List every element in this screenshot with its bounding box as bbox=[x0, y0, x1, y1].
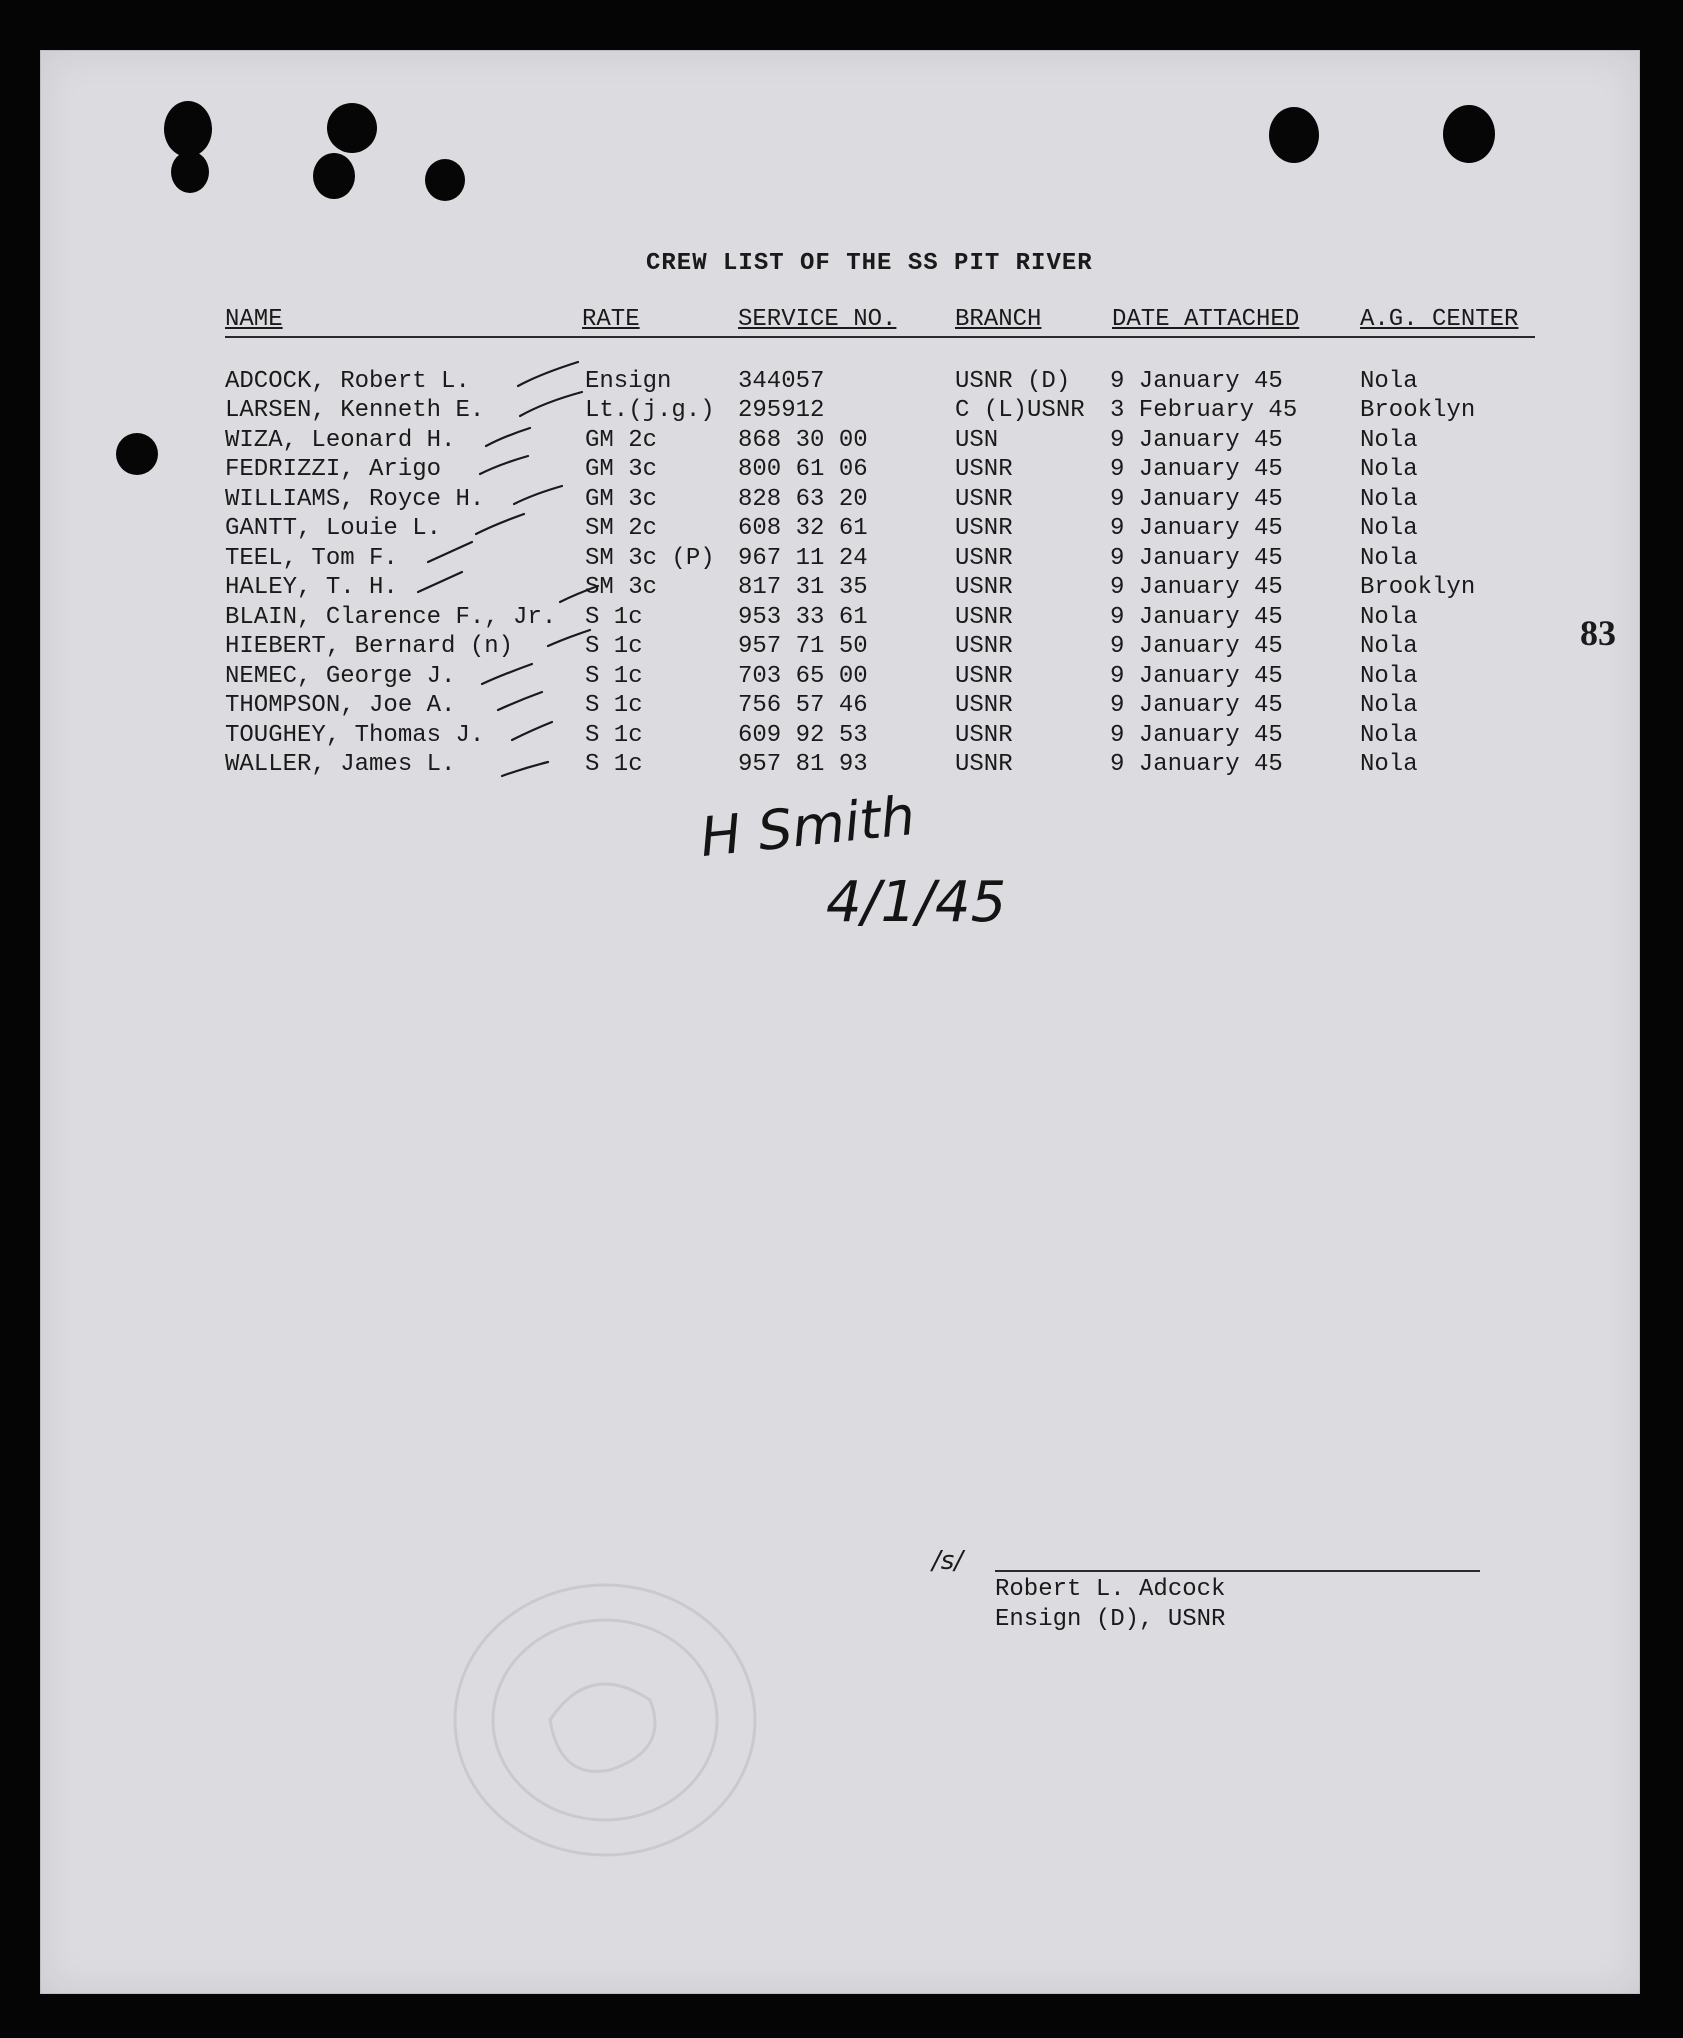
cell-branch: USNR bbox=[955, 751, 1013, 778]
handwritten-date: 4/1/45 bbox=[826, 870, 1007, 935]
cell-name: TEEL, Tom F. bbox=[225, 545, 398, 572]
cell-date-attached: 9 January 45 bbox=[1110, 486, 1283, 513]
cell-name: ADCOCK, Robert L. bbox=[225, 368, 470, 395]
document-title: CREW LIST OF THE SS PIT RIVER bbox=[646, 250, 1093, 277]
cell-name: FEDRIZZI, Arigo bbox=[225, 456, 442, 483]
cell-date-attached: 9 January 45 bbox=[1110, 663, 1283, 690]
column-header-service-no: SERVICE NO. bbox=[738, 306, 897, 333]
cell-date-attached: 9 January 45 bbox=[1110, 427, 1283, 454]
checkmark bbox=[512, 722, 552, 740]
checkmark bbox=[560, 586, 598, 602]
cell-rate: GM 3c bbox=[585, 456, 658, 483]
cell-name: THOMPSON, Joe A. bbox=[225, 692, 456, 719]
cell-service-no: 703 65 00 bbox=[738, 663, 868, 690]
cell-branch: USNR bbox=[955, 545, 1013, 572]
checkmark bbox=[520, 392, 582, 416]
cell-name: GANTT, Louie L. bbox=[225, 515, 442, 542]
column-header-ag-center: A.G. CENTER bbox=[1360, 306, 1519, 333]
checkmark bbox=[480, 456, 528, 474]
cell-name: WILLIAMS, Royce H. bbox=[225, 486, 485, 513]
cell-date-attached: 9 January 45 bbox=[1110, 633, 1283, 660]
signer-rank: Ensign (D), USNR bbox=[995, 1606, 1226, 1633]
cell-branch: USNR bbox=[955, 722, 1013, 749]
cell-rate: SM 3c bbox=[585, 574, 658, 601]
cell-date-attached: 9 January 45 bbox=[1110, 368, 1283, 395]
signer-name: Robert L. Adcock bbox=[995, 1576, 1226, 1603]
embossed-seal bbox=[440, 1570, 770, 1870]
cell-rate: S 1c bbox=[585, 751, 643, 778]
cell-branch: USNR bbox=[955, 456, 1013, 483]
cell-branch: USNR bbox=[955, 633, 1013, 660]
cell-rate: S 1c bbox=[585, 692, 643, 719]
cell-rate: GM 3c bbox=[585, 486, 658, 513]
checkmark bbox=[518, 362, 578, 386]
cell-service-no: 756 57 46 bbox=[738, 692, 868, 719]
cell-branch: USNR bbox=[955, 692, 1013, 719]
checkmark bbox=[514, 486, 562, 504]
column-header-branch: BRANCH bbox=[955, 306, 1042, 333]
cell-ag-center: Nola bbox=[1360, 545, 1418, 572]
cell-ag-center: Brooklyn bbox=[1360, 397, 1476, 424]
cell-service-no: 817 31 35 bbox=[738, 574, 868, 601]
cell-ag-center: Nola bbox=[1360, 604, 1418, 631]
cell-rate: S 1c bbox=[585, 633, 643, 660]
cell-rate: GM 2c bbox=[585, 427, 658, 454]
cell-name: HALEY, T. H. bbox=[225, 574, 398, 601]
cell-service-no: 828 63 20 bbox=[738, 486, 868, 513]
checkmark bbox=[418, 572, 462, 592]
cell-branch: USNR bbox=[955, 486, 1013, 513]
cell-date-attached: 9 January 45 bbox=[1110, 545, 1283, 572]
cell-name: NEMEC, George J. bbox=[225, 663, 456, 690]
cell-rate: S 1c bbox=[585, 663, 643, 690]
cell-name: BLAIN, Clarence F., Jr. bbox=[225, 604, 557, 631]
cell-ag-center: Nola bbox=[1360, 633, 1418, 660]
cell-service-no: 609 92 53 bbox=[738, 722, 868, 749]
checkmark bbox=[548, 630, 590, 646]
cell-ag-center: Nola bbox=[1360, 427, 1418, 454]
cell-date-attached: 9 January 45 bbox=[1110, 722, 1283, 749]
cell-ag-center: Nola bbox=[1360, 663, 1418, 690]
cell-service-no: 295912 bbox=[738, 397, 825, 424]
cell-branch: USNR bbox=[955, 663, 1013, 690]
cell-date-attached: 9 January 45 bbox=[1110, 751, 1283, 778]
cell-date-attached: 3 February 45 bbox=[1110, 397, 1298, 424]
cell-service-no: 344057 bbox=[738, 368, 825, 395]
cell-branch: USNR bbox=[955, 604, 1013, 631]
checkmark bbox=[486, 428, 530, 446]
cell-branch: USNR bbox=[955, 574, 1013, 601]
cell-ag-center: Nola bbox=[1360, 368, 1418, 395]
cell-ag-center: Nola bbox=[1360, 751, 1418, 778]
cell-branch: USNR bbox=[955, 515, 1013, 542]
cell-ag-center: Nola bbox=[1360, 515, 1418, 542]
cell-ag-center: Nola bbox=[1360, 456, 1418, 483]
cell-ag-center: Nola bbox=[1360, 722, 1418, 749]
cell-name: WALLER, James L. bbox=[225, 751, 456, 778]
checkmarks-overlay bbox=[0, 0, 1683, 800]
cell-service-no: 953 33 61 bbox=[738, 604, 868, 631]
cell-rate: SM 3c (P) bbox=[585, 545, 715, 572]
column-header-name: NAME bbox=[225, 306, 283, 333]
cell-date-attached: 9 January 45 bbox=[1110, 604, 1283, 631]
cell-branch: USN bbox=[955, 427, 999, 454]
handwritten-initials: H Smith bbox=[697, 783, 918, 870]
cell-rate: S 1c bbox=[585, 722, 643, 749]
cell-ag-center: Brooklyn bbox=[1360, 574, 1476, 601]
cell-name: HIEBERT, Bernard (n) bbox=[225, 633, 514, 660]
cell-service-no: 957 81 93 bbox=[738, 751, 868, 778]
cell-date-attached: 9 January 45 bbox=[1110, 515, 1283, 542]
cell-name: WIZA, Leonard H. bbox=[225, 427, 456, 454]
cell-date-attached: 9 January 45 bbox=[1110, 456, 1283, 483]
cell-service-no: 967 11 24 bbox=[738, 545, 868, 572]
checkmark bbox=[482, 664, 532, 684]
cell-ag-center: Nola bbox=[1360, 692, 1418, 719]
cell-ag-center: Nola bbox=[1360, 486, 1418, 513]
cell-branch: C (L)USNR bbox=[955, 397, 1085, 424]
cell-branch: USNR (D) bbox=[955, 368, 1071, 395]
cell-service-no: 608 32 61 bbox=[738, 515, 868, 542]
checkmark bbox=[498, 692, 542, 710]
column-header-rate: RATE bbox=[582, 306, 640, 333]
checkmark bbox=[502, 762, 548, 776]
cell-rate: SM 2c bbox=[585, 515, 658, 542]
column-header-date-attached: DATE ATTACHED bbox=[1112, 306, 1300, 333]
cell-rate: S 1c bbox=[585, 604, 643, 631]
checkmark bbox=[476, 514, 524, 534]
cell-date-attached: 9 January 45 bbox=[1110, 574, 1283, 601]
cell-rate: Ensign bbox=[585, 368, 672, 395]
cell-service-no: 800 61 06 bbox=[738, 456, 868, 483]
cell-rate: Lt.(j.g.) bbox=[585, 397, 715, 424]
cell-service-no: 868 30 00 bbox=[738, 427, 868, 454]
checkmark bbox=[428, 542, 472, 562]
page-number: 83 bbox=[1580, 613, 1616, 653]
cell-service-no: 957 71 50 bbox=[738, 633, 868, 660]
signature-mark: /s/ bbox=[932, 1546, 964, 1576]
cell-name: TOUGHEY, Thomas J. bbox=[225, 722, 485, 749]
cell-date-attached: 9 January 45 bbox=[1110, 692, 1283, 719]
signature-line bbox=[995, 1570, 1480, 1572]
cell-name: LARSEN, Kenneth E. bbox=[225, 397, 485, 424]
